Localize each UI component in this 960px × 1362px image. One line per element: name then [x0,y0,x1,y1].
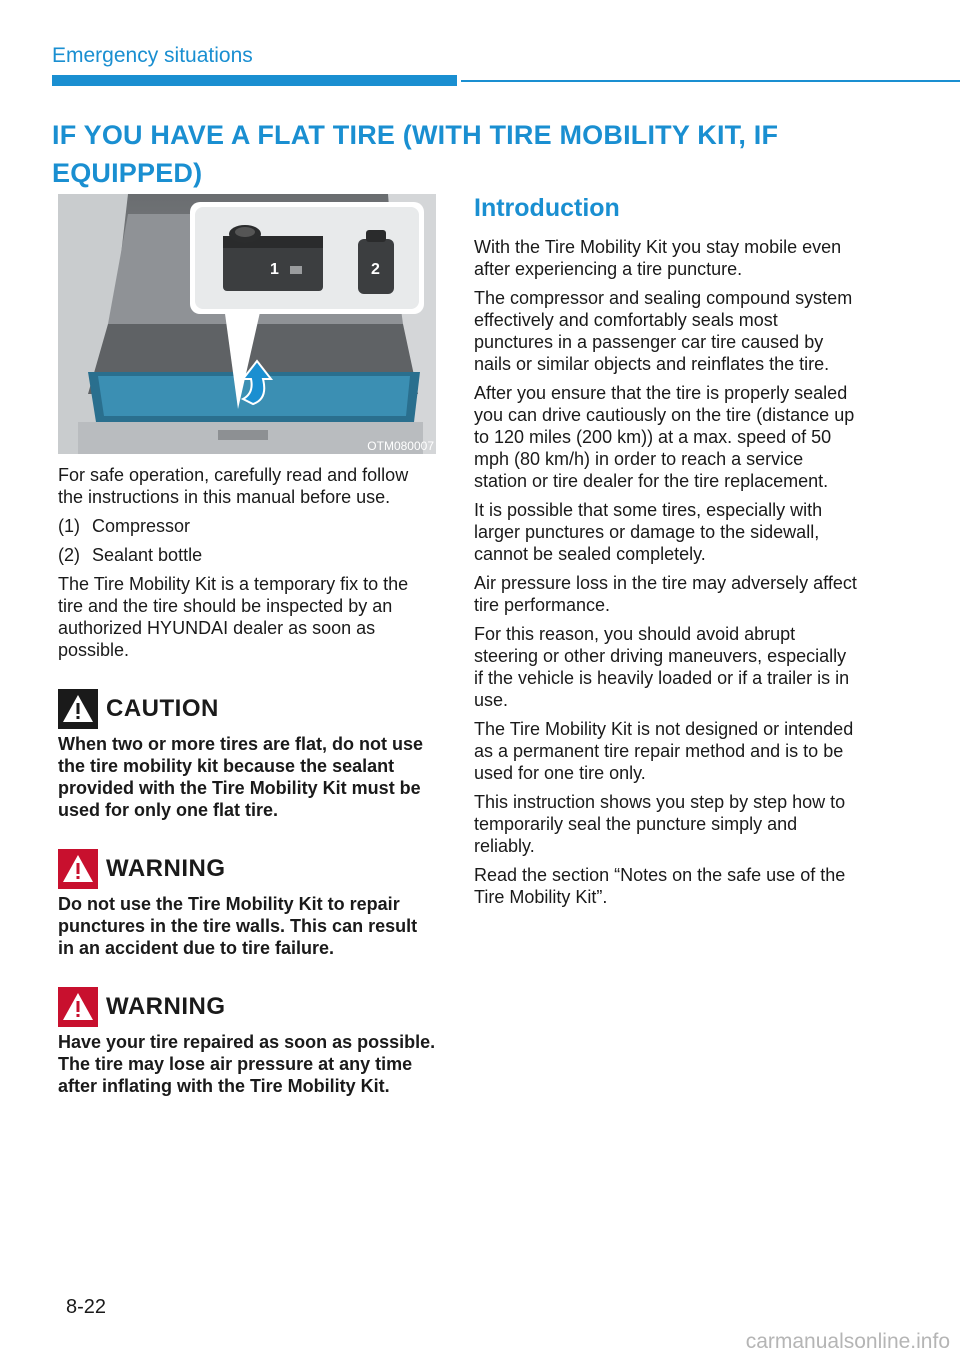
warning-box [58,849,438,959]
note-text: The Tire Mobility Kit is a temporary fix to the tire and the tire should be inspected by an authorized HYUNDAI dealer as soon as possible. [58,574,409,660]
item-label: Sealant bottle [92,545,203,565]
warning-icon [58,849,98,889]
warning-title: WARNING [106,855,226,882]
intro-text: For safe operation, carefully read and follow the instructions in this manual before use. [58,465,409,507]
warning-box [58,987,438,1097]
paragraph: Read the section “Notes on the safe use of the Tire Mobility Kit”. [474,865,846,907]
caution-title: CAUTION [106,695,219,722]
callout-compressor: 1 [270,261,279,278]
warning-text: Do not use the Tire Mobility Kit to repair punctures in the tire walls. This can result in an accident due to tire failure. [58,894,418,958]
caution-box [58,689,438,821]
caution-icon [58,689,98,729]
section-label: Emergency situations [52,44,253,67]
paragraph: With the Tire Mobility Kit you stay mobile even after experiencing a tire puncture. [474,237,842,279]
page-title: IF YOU HAVE A FLAT TIRE (WITH TIRE MOBILITY KIT, IF EQUIPPED) [52,120,779,188]
warning-text: Have your tire repaired as soon as possible. The tire may lose air pressure at any time after inflating with the Tire Mobility Kit. [58,1032,436,1096]
callout-sealant: 2 [371,261,380,278]
paragraph: For this reason, you should avoid abrupt steering or other driving maneuvers, especially if the vehicle is heavily loaded or if a trailer is in use. [474,624,850,710]
list-item [58,544,438,566]
item-label: Compressor [92,516,191,536]
introduction-heading: Introduction [474,194,620,222]
paragraph: After you ensure that the tire is properly sealed you can drive cautiously on the tire (distance up to 120 miles (200 km)) at a max. speed of 50 mph (80 km/h) in order to reach a service station or tire dealer for the tire replacement. [474,383,855,491]
right-column [474,192,859,915]
trunk-illustration [58,194,436,454]
paragraph: Air pressure loss in the tire may adversely affect tire performance. [474,573,857,615]
warning-icon [58,987,98,1027]
paragraph: The compressor and sealing compound system effectively and comfortably seals most punctures in a passenger car tire caused by nails or similar objects and reinflates the tire. [474,288,853,374]
trunk-figure [58,194,436,454]
paragraph: This instruction shows you step by step how to temporarily seal the puncture simply and reliably. [474,792,846,856]
item-number: (1) [58,516,80,536]
caution-text: When two or more tires are flat, do not use the tire mobility kit because the sealant provided with the Tire Mobility Kit must be used for only one flat tire. [58,734,424,820]
figure-code: OTM080007 [367,439,434,453]
header-rule [461,80,960,82]
page-number: 8-22 [66,1296,107,1318]
list-item [58,515,438,537]
paragraph: It is possible that some tires, especially with larger punctures or damage to the sidewall, cannot be sealed completely. [474,500,823,564]
left-column [58,464,438,1104]
item-number: (2) [58,545,80,565]
warning-title: WARNING [106,993,226,1020]
paragraph: The Tire Mobility Kit is not designed or intended as a permanent tire repair method and is to be used for one tire only. [474,719,854,783]
watermark: carmanualsonline.info [745,1330,950,1353]
header-bar [52,75,457,86]
